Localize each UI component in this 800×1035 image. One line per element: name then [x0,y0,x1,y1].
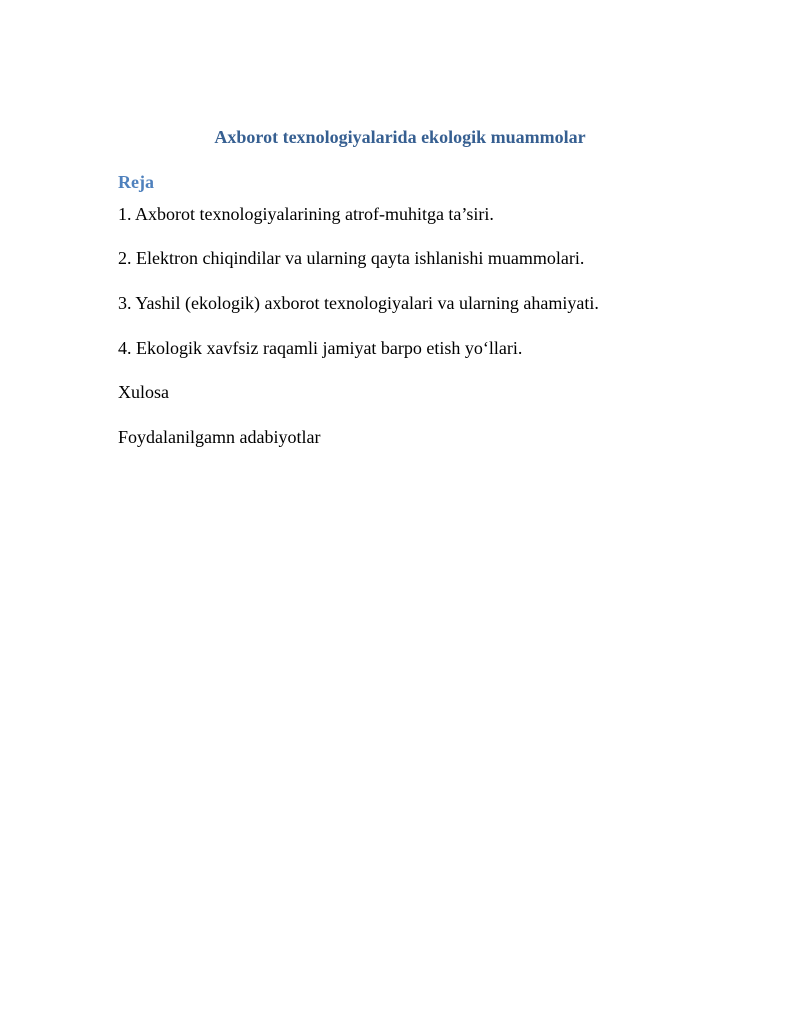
references-line: Foydalanilgamn adabiyotlar [118,427,321,447]
document-title: Axborot texnologiyalarida ekologik muammolar [214,127,586,147]
plan-item-1: 1. Axborot texnologiyalarining atrof-muhitga ta’siri. [118,204,494,224]
plan-item-3: 3. Yashil (ekologik) axborot texnologiyalari va ularning ahamiyati. [118,293,599,313]
plan-item-4: 4. Ekologik xavfsiz raqamli jamiyat barpo etish yo‘llari. [118,338,523,358]
plan-item-2: 2. Elektron chiqindilar va ularning qayta ishlanishi muammolari. [118,248,585,268]
plan-heading: Reja [118,172,154,192]
conclusion-line: Xulosa [118,382,169,402]
